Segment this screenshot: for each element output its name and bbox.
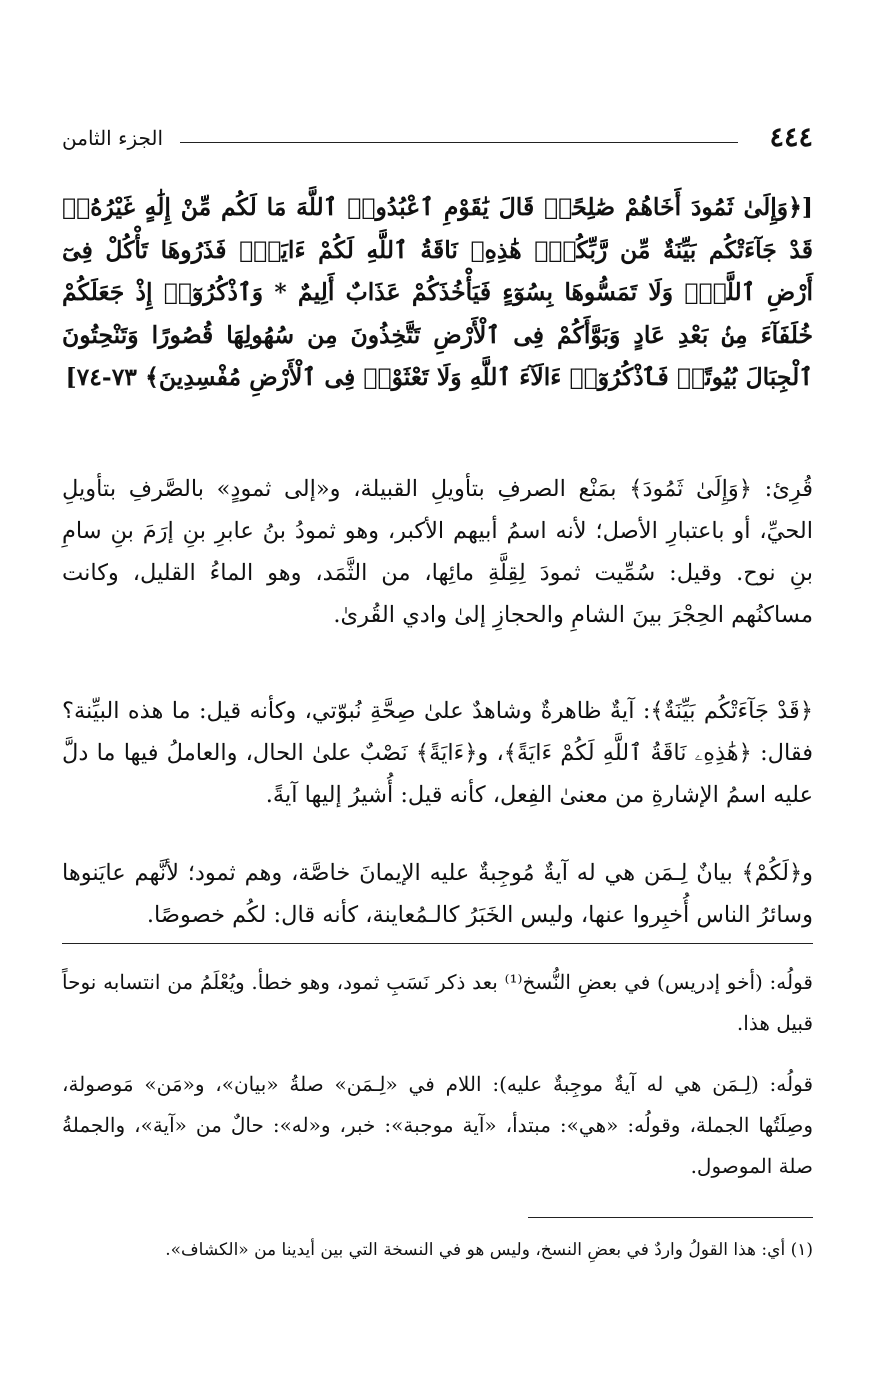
quran-verse: [﴿وَإِلَىٰ ثَمُودَ أَخَاهُمْ صَٰلِحًاۗ قَالَ يَٰقَوْمِ ٱعْبُدُوا۟ ٱللَّهَ مَا لَكُم مِّنْ إِلَٰهٍ غَيْرُهُۥۖ قَدْ جَآءَتْكُم بَيِّنَةٌ مِّن رَّبِّكُمْۖ هَٰذِهِۦ نَاقَةُ ٱللَّهِ لَكُمْ ءَايَةًۖ فَذَرُوهَا تَأْكُلْ فِىٓ أَرْضِ ٱللَّهِۖ وَلَا تَمَسُّوهَا بِسُوٓءٍ فَيَأْخُذَكُمْ عَذَابٌ أَلِيمٌ * وَٱذْكُرُوٓا۟ إِذْ جَعَلَكُمْ خُلَفَآءَ مِنۢ بَعْدِ عَادٍ وَبَوَّأَكُمْ فِى ٱلْأَرْضِ تَتَّخِذُونَ مِن سُهُولِهَا قُصُورًا وَتَنْحِتُونَ ٱلْجِبَالَ بُيُوتًاۖ فَٱذْكُرُوٓا۟ ءَالَآءَ ٱللَّهِ وَلَا تَعْثَوْا۟ فِى ٱلْأَرْضِ مُفْسِدِينَ﴾ ٧٣-٧٤] bbox=[62, 193, 813, 391]
commentary-paragraph: ﴿قَدْ جَآءَتْكُم بَيِّنَةٌ﴾: آيةٌ ظاهرةٌ وشاهدٌ علىٰ صِحَّةِ نُبوّتي، وكأنه قيل: ما هذه البيِّنة؟ فقال: ﴿هَٰذِهِۦ نَاقَةُ ٱللَّهِ لَكُمْ ءَايَةً﴾، و﴿ءَايَةً﴾ نَصْبٌ علىٰ الحال، والعاملُ فيها ما دلَّ عليه اسمُ الإشارةِ من معنىٰ الفِعل، كأنه قيل: أُشيرُ إليها آيةً. bbox=[62, 698, 813, 808]
gloss-note: قولُه: (لِـمَن هي له آيةٌ موجِبةٌ عليه): اللام في «لِـمَن» صلةُ «بيان»، و«مَن» مَوصولة، وصِلَتُها الجملة، وقولُه: «هي»: مبتدأ، «آية موجبة»: خبر، و«له»: حالٌ من «آية»، والجملةُ صلة الموصول. bbox=[62, 1072, 813, 1178]
commentary-paragraph: و﴿لَكُمْ﴾ بيانٌ لِـمَن هي له آيةٌ مُوجِبةٌ عليه الإيمانَ خاصَّة، وهم ثمود؛ لأنَّهم عايَنوها وسائرُ الناس أُخبِروا عنها، وليس الخَبَرُ كالـمُعاينة، كأنه قال: لكُم خصوصًا. bbox=[62, 860, 813, 928]
part-title: الجزء الثامن bbox=[62, 126, 164, 150]
page-number: ٤٤٤ bbox=[769, 122, 813, 153]
page-header bbox=[62, 118, 813, 158]
header-rule bbox=[180, 142, 738, 143]
footnote: (١) أي: هذا القولُ واردٌ في بعضِ النسخ، وليس هو في النسخة التي بين أيدينا من «الكشاف». bbox=[165, 1240, 813, 1260]
section-divider bbox=[62, 943, 813, 944]
commentary-paragraph: قُرِئ: ﴿وَإِلَىٰ ثَمُودَ﴾ بمَنْع الصرفِ بتأويلِ القبيلة، و«إلى ثمودٍ» بالصَّرفِ بتأويلِ الحيِّ، أو باعتبارِ الأصل؛ لأنه اسمُ أبيهم الأكبر، وهو ثمودُ بنُ عابرِ بنِ إرَمَ بنِ سامِ بنِ نوح. وقيل: سُمِّيت ثمودَ لِقِلَّةِ مائِها، من الثَّمَد، وهو الماءُ القليل، وكانت مساكنُهم الحِجْرَ بينَ الشامِ والحجازِ إلىٰ وادي القُرىٰ. bbox=[62, 476, 813, 628]
gloss-note: قولُه: (أخو إدريس) في بعضِ النُّسخ⁽¹⁾ بعد ذكر نَسَبِ ثمود، وهو خطأ. ويُعْلَمُ من انتسابه نوحاً قبيل هذا. bbox=[62, 970, 813, 1035]
footnote-divider bbox=[528, 1217, 813, 1218]
